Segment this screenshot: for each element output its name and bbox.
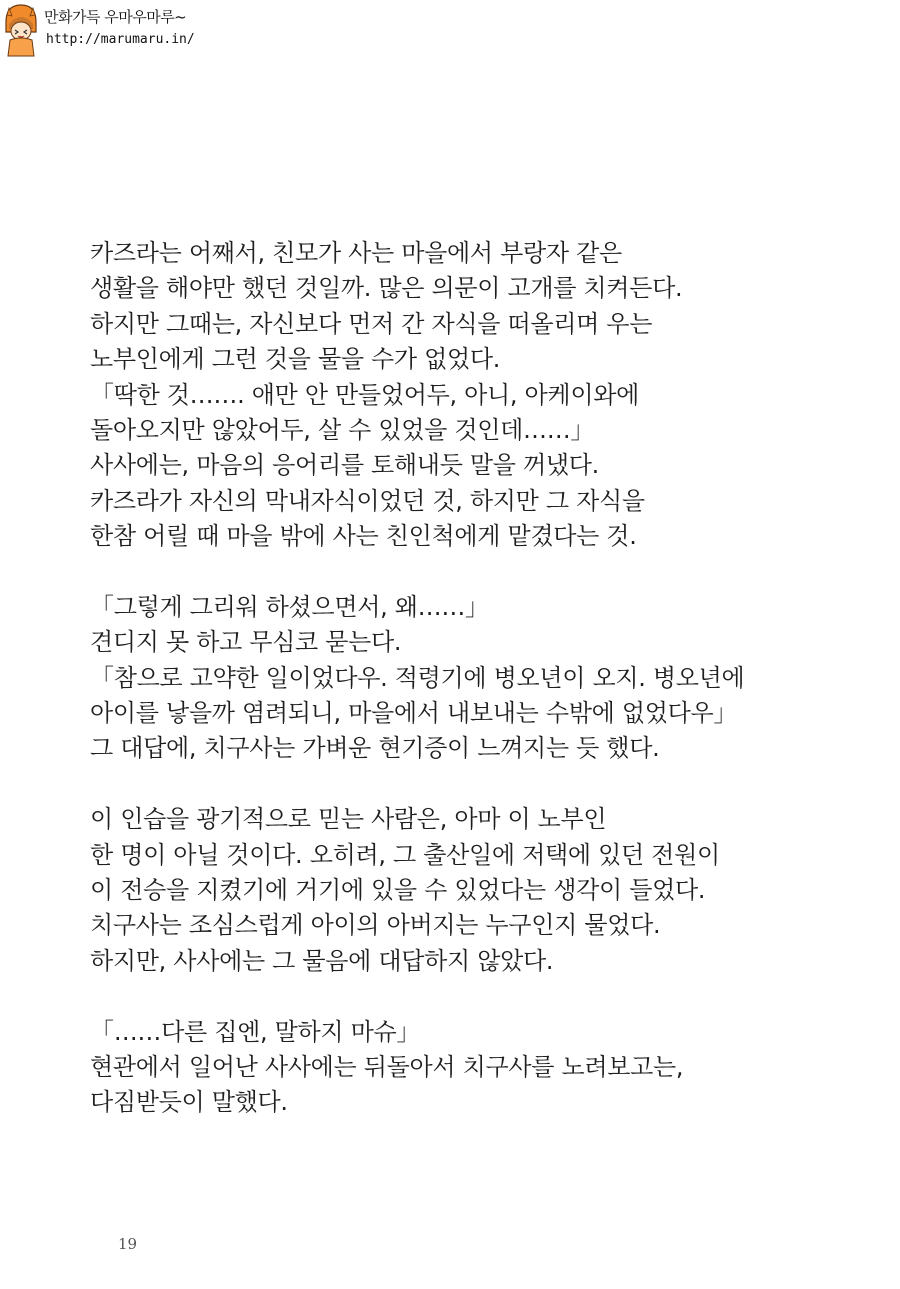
paragraph [90,802,870,979]
mascot-logo-icon [2,2,40,58]
text-line: 하지만, 사사에는 그 물음에 대답하지 않았다. [90,946,554,975]
watermark-title: 만화가득 우마우마루~ [44,8,187,26]
text-line: 이 인습을 광기적으로 믿는 사람은, 아마 이 노부인 [90,805,607,834]
site-watermark [2,2,212,62]
paragraph [90,236,870,555]
page-number: 19 [118,1235,138,1253]
text-line: 하지만 그때는, 자신보다 먼저 간 자식을 떠올리며 우는 [90,309,653,338]
text-line: 돌아오지만 않았어두, 살 수 있었을 것인데……」 [90,415,595,444]
text-line: 그 대답에, 치구사는 가벼운 현기증이 느껴지는 듯 했다. [90,734,660,763]
text-line: 노부인에게 그런 것을 물을 수가 없었다. [90,345,501,374]
text-line: 「딱한 것……. 애만 안 만들었어두, 아니, 아케이와에 [90,380,639,409]
text-line: 카즈라는 어째서, 친모가 사는 마을에서 부랑자 같은 [90,239,622,267]
paragraph-gap [90,555,870,590]
text-line: 한 명이 아닐 것이다. 오히려, 그 출산일에 저택에 있던 전원이 [90,840,720,869]
text-line: 현관에서 일어난 사사에는 뒤돌아서 치구사를 노려보고는, [90,1052,684,1081]
novel-page-text [90,236,870,1121]
text-line: 「참으로 고약한 일이었다우. 적령기에 병오년이 오지. 병오년에 [90,663,745,692]
paragraph-gap [90,767,870,802]
text-line: 한참 어릴 때 마을 밖에 사는 친인척에게 맡겼다는 것. [90,522,637,551]
text-line: 사사에는, 마음의 응어리를 토해내듯 말을 꺼냈다. [90,451,599,480]
paragraph-gap [90,979,870,1014]
text-line: 「……다른 집엔, 말하지 마슈」 [90,1017,421,1046]
text-line: 카즈라가 자신의 막내자식이었던 것, 하지만 그 자식을 [90,486,645,515]
text-line: 이 전승을 지켰기에 거기에 있을 수 있었다는 생각이 들었다. [90,876,706,905]
text-line: 아이를 낳을까 염려되니, 마을에서 내보내는 수밖에 없었다우」 [90,699,738,728]
text-line: 「그렇게 그리워 하셨으면서, 왜……」 [90,592,489,621]
text-line: 다짐받듯이 말했다. [90,1088,288,1117]
text-line: 생활을 해야만 했던 것일까. 많은 의문이 고개를 치켜든다. [90,274,683,303]
text-line: 치구사는 조심스럽게 아이의 아버지는 누구인지 물었다. [90,911,661,940]
paragraph [90,590,870,767]
paragraph [90,1015,870,1121]
text-line: 견디지 못 하고 무심코 묻는다. [90,628,402,657]
watermark-url: http://marumaru.in/ [46,32,195,47]
